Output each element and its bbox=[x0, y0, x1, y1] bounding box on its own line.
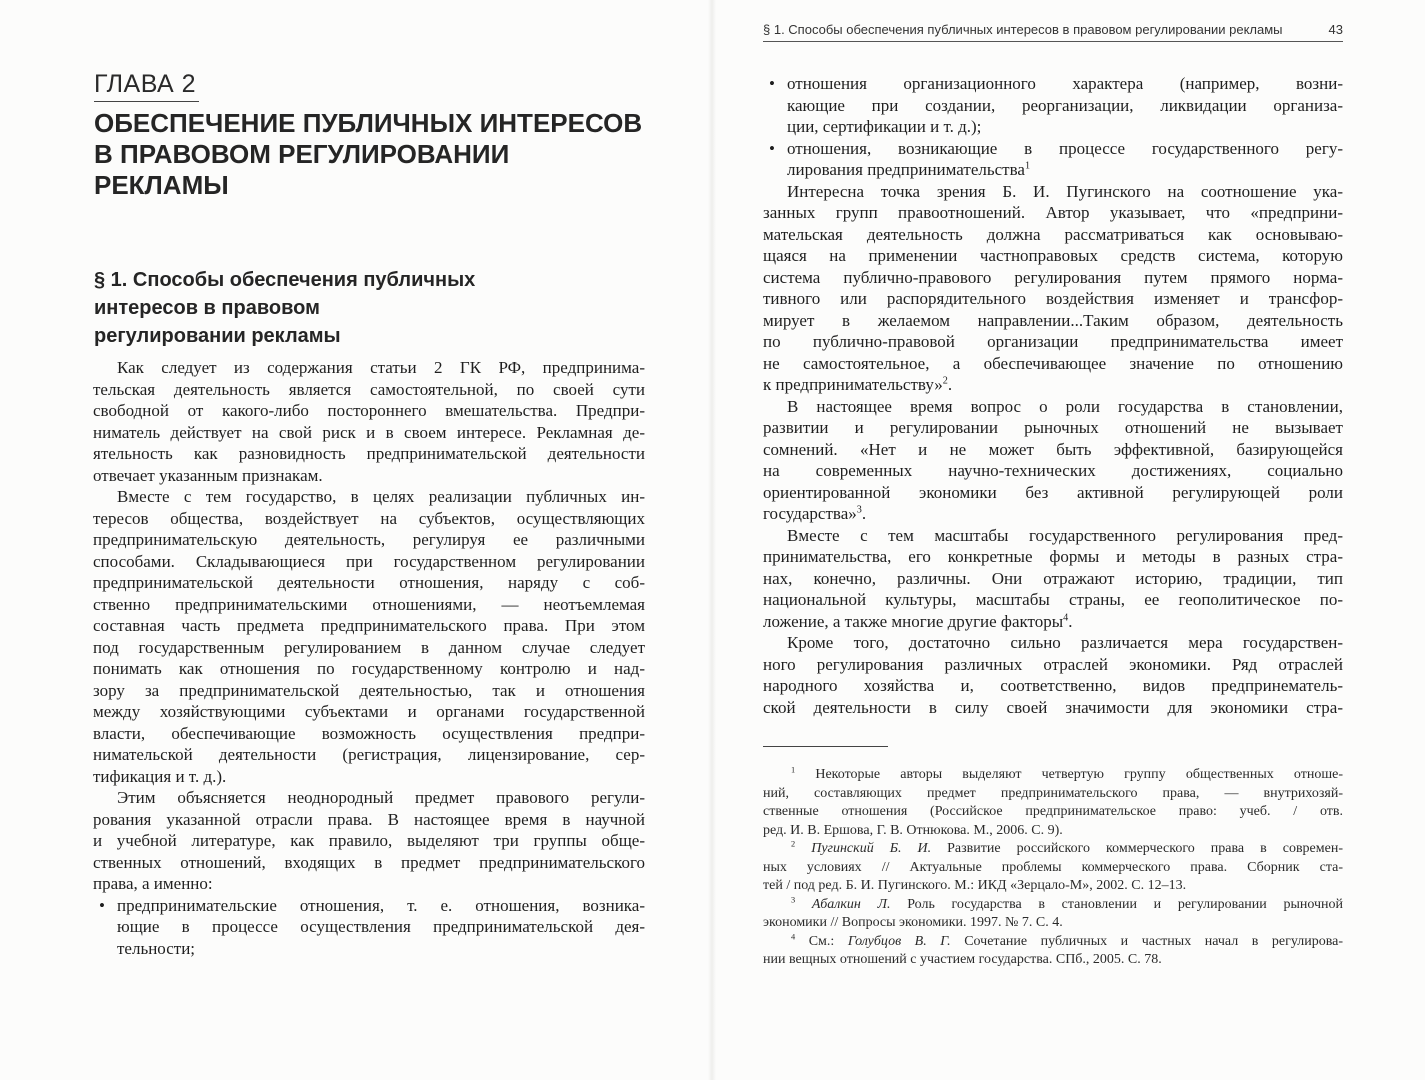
footnote-ref: 3 bbox=[856, 504, 862, 516]
text-line: тификация и т. д.). bbox=[93, 766, 227, 786]
text-line: система публично-правового регулирования путем прямого норма- bbox=[763, 267, 1343, 287]
text-line-content: к предпринимательству» bbox=[763, 375, 943, 394]
text-line: занных групп правоотношений. Автор указывает, что «предприни- bbox=[763, 203, 1343, 222]
footnote-1 bbox=[763, 766, 1343, 840]
left-page bbox=[0, 0, 712, 1080]
footnote-line: ственные отношения (Российское предпринимательское право: учеб. / отв. bbox=[763, 804, 1343, 819]
text-line: на современных научно-технических достижениях, социально bbox=[763, 461, 1343, 480]
text-line: мательская деятельность должна рассматриваться как основываю- bbox=[763, 224, 1343, 244]
text-line-content: лирования предпринимательства bbox=[787, 160, 1025, 179]
section-heading-line: § 1. Способы обеспечения публичных bbox=[94, 269, 476, 291]
text-line: мирует в желаемом направлении...Таким образом, деятельность bbox=[763, 310, 1343, 330]
footnote-ref: 2 bbox=[942, 375, 948, 387]
footnote-text: Развитие российского коммерческого права в современ- bbox=[947, 841, 1344, 856]
footnote-line bbox=[763, 766, 1343, 785]
text-line: ственно предпринимательскими отношениями, — неотъемлемая bbox=[93, 594, 645, 614]
text-line: по публично-правовой организации предпринимательства имеет bbox=[763, 332, 1343, 351]
footnote-line bbox=[763, 933, 1343, 952]
text-line: рования указанной отрасли права. В настоящее время в научной bbox=[93, 809, 645, 829]
text-line: Как следует из содержания статьи 2 ГК РФ, предпринима- bbox=[117, 358, 645, 377]
text-line: Этим объясняется неоднородный предмет правового регули- bbox=[117, 788, 645, 807]
text-line bbox=[787, 159, 1343, 181]
text-line: национальной культуры, масштабы страны, ее геополитическое по- bbox=[763, 590, 1343, 609]
chapter-number-underline bbox=[94, 101, 199, 102]
text-line: предпринимательскую деятельность, регулируя ее различными bbox=[93, 530, 645, 549]
footnote-prefix: См.: bbox=[808, 933, 835, 949]
chapter-number: ГЛАВА 2 bbox=[94, 70, 197, 98]
text-line: развитии и регулировании рыночных отношений не вызывает bbox=[763, 418, 1343, 437]
footnote-text: Сочетание публичных и частных начал в регулирова- bbox=[964, 933, 1344, 949]
text-line: понимать как отношения по государственному контролю и над- bbox=[93, 659, 645, 678]
text-line: составная часть предмета предпринимательского права. При этом bbox=[93, 616, 645, 635]
text-line: кающие при создании, реорганизации, ликвидации организа- bbox=[787, 95, 1343, 115]
footnote-author: Голубцов В. Г. bbox=[847, 933, 951, 949]
footnote-line bbox=[763, 896, 1343, 915]
footnote-author: Абалкин Л. bbox=[811, 896, 891, 912]
page-number: 43 bbox=[1328, 22, 1343, 37]
text-line-content: государства» bbox=[763, 504, 857, 523]
text-line: способами. Складывающиеся при государственном регулировании bbox=[93, 551, 645, 571]
running-head-rule bbox=[763, 41, 1343, 42]
footnote-line: экономики // Вопросы экономики. 1997. № 7. С. 4. bbox=[763, 915, 1063, 930]
text-line: ложение, а также многие другие факторы$^4$. bbox=[763, 611, 1073, 631]
text-line: Вместе с тем масштабы государственного регулирования пред- bbox=[787, 525, 1343, 545]
bullet-list-item bbox=[763, 73, 1343, 138]
footnote-2 bbox=[763, 840, 1343, 896]
text-line: права, а именно: bbox=[93, 874, 213, 893]
section-heading bbox=[94, 266, 594, 350]
text-line: нах, конечно, различны. Они отражают историю, традиции, тип bbox=[763, 568, 1343, 588]
footnote-line bbox=[763, 840, 1343, 859]
text-line: Интересна точка зрения Б. И. Пугинского на соотношение ука- bbox=[787, 181, 1343, 201]
section-heading-line: интересов в правовом bbox=[94, 297, 320, 319]
text-line: отвечает указанным признакам. bbox=[93, 465, 323, 485]
text-line: сомнений. «Нет и не может быть эффективной, базирующейся bbox=[763, 439, 1343, 459]
running-head bbox=[763, 22, 1343, 37]
footnote-line: нии вещных отношений с участием государства. СПб., 2005. С. 78. bbox=[763, 952, 1162, 967]
text-line: тересов общества, воздействует на субъектов, осуществляющих bbox=[93, 508, 645, 528]
footnote-number: 1 bbox=[791, 765, 796, 775]
text-line: щаяся на применении частноправовых средств система, которую bbox=[763, 246, 1343, 265]
footnote-text: Роль государства в становлении и регулировании рыночной bbox=[907, 896, 1344, 912]
text-line: свободной от какого-либо постороннего вмешательства. Предпри- bbox=[93, 401, 645, 420]
text-line: к предпринимательству»$^2$. bbox=[763, 375, 953, 394]
bullet-icon: • bbox=[769, 74, 775, 93]
text-line: отношения организационного характера (например, возни- bbox=[787, 74, 1343, 93]
text-line: тельская деятельность является самостоятельной, по своей сути bbox=[93, 379, 645, 399]
text-line: предпринимательские отношения, т. е. отношения, возника- bbox=[117, 895, 645, 915]
footnotes bbox=[763, 766, 1343, 970]
section-heading-line: регулировании рекламы bbox=[94, 325, 341, 347]
text-line: власти, обеспечивающие возможность осуществления предпри- bbox=[93, 723, 645, 743]
footnote-4 bbox=[763, 933, 1343, 970]
text-line: тельности; bbox=[117, 938, 196, 958]
text-line: ниматель действует на свой риск и в своем интересе. Рекламная де- bbox=[93, 422, 645, 442]
footnote-separator bbox=[763, 746, 888, 747]
footnote-line: ний, составляющих предмет предпринимательского права, — внутрихозяй- bbox=[763, 785, 1343, 801]
text-line: предпринимательской деятельности отношения, наряду с соб- bbox=[93, 573, 645, 592]
running-head-title: § 1. Способы обеспечения публичных интересов в правовом регулировании рекламы bbox=[763, 22, 1283, 37]
footnote-number: 4 bbox=[791, 931, 796, 941]
bullet-list-item bbox=[763, 138, 1343, 181]
text-line: отношения, возникающие в процессе государственного регу- bbox=[787, 138, 1343, 158]
footnote-line: тей / под ред. Б. И. Пугинского. М.: ИКД «Зерцало-М», 2002. С. 12–13. bbox=[763, 878, 1187, 893]
footnote-3 bbox=[763, 896, 1343, 933]
text-line: между хозяйствующими субъектами и органами государственной bbox=[93, 702, 645, 721]
bullet-list-item bbox=[93, 895, 645, 960]
right-body-text bbox=[763, 73, 1343, 718]
text-line: ятельность как разновидность предпринимательской деятельности bbox=[93, 444, 645, 463]
text-line: ской деятельности в силу своей значимости для экономики стра- bbox=[763, 697, 1343, 717]
footnote-number: 3 bbox=[791, 894, 796, 904]
text-line: Кроме того, достаточно сильно различается мера государствен- bbox=[787, 633, 1343, 652]
text-line: ного регулирования различных отраслей экономики. Ряд отраслей bbox=[763, 654, 1343, 674]
text-line: зору за предпринимательской деятельностью, так и отношения bbox=[93, 680, 645, 700]
footnote-line: ных условиях // Актуальные проблемы коммерческого права. Сборник ста- bbox=[763, 859, 1343, 875]
text-line: принимательства, его конкретные формы и методы в разных стра- bbox=[763, 547, 1343, 566]
text-line: Вместе с тем государство, в целях реализации публичных ин- bbox=[117, 487, 645, 506]
text-line: ции, сертификации и т. д.); bbox=[787, 117, 982, 136]
bullet-icon: • bbox=[99, 895, 105, 915]
text-line: под государственным регулированием в данном случае следует bbox=[93, 637, 645, 657]
footnote-ref: 1 bbox=[1024, 160, 1031, 172]
footnote-line: ред. И. В. Ершова, Г. В. Отнюкова. М., 2006. С. 9). bbox=[763, 822, 1063, 838]
text-line-content: ложение, а также многие другие факторы bbox=[763, 611, 1064, 631]
text-line: государства»$^3$. bbox=[763, 504, 867, 523]
footnote-number: 2 bbox=[791, 839, 796, 849]
left-body-text bbox=[93, 357, 645, 959]
chapter-title-line: ОБЕСПЕЧЕНИЕ ПУБЛИЧНЫХ ИНТЕРЕСОВ bbox=[94, 108, 643, 138]
footnote-author: Пугинский Б. И. bbox=[811, 841, 932, 856]
text-line: тивного или распорядительного воздействия изменяет и трансфор- bbox=[763, 289, 1343, 308]
chapter-title-line: В ПРАВОВОМ РЕГУЛИРОВАНИИ bbox=[94, 139, 510, 169]
chapter-title-line: РЕКЛАМЫ bbox=[94, 170, 229, 200]
text-line: В настоящее время вопрос о роли государства в становлении, bbox=[787, 396, 1343, 416]
text-line: нимательской деятельности (регистрация, лицензирование, сер- bbox=[93, 745, 645, 764]
text-line: не самостоятельное, а обеспечивающее значение по отношению bbox=[763, 353, 1343, 373]
text-line: и учебной литературе, как правило, выделяют три группы обще- bbox=[93, 831, 645, 850]
chapter-title bbox=[94, 108, 674, 201]
text-line: ющие в процессе осуществления предпринимательской дея- bbox=[117, 917, 645, 936]
text-line: ственных отношений, входящих в предмет предпринимательского bbox=[93, 852, 645, 872]
text-line: ориентированной экономики без активной регулирующей роли bbox=[763, 482, 1343, 502]
footnote-ref: 4 bbox=[1063, 611, 1069, 623]
footnote-text: Некоторые авторы выделяют четвертую группу общественных отноше- bbox=[815, 767, 1343, 782]
text-line: народного хозяйства и, соответственно, видов предпринематель- bbox=[763, 676, 1343, 695]
bullet-icon: • bbox=[769, 138, 775, 158]
